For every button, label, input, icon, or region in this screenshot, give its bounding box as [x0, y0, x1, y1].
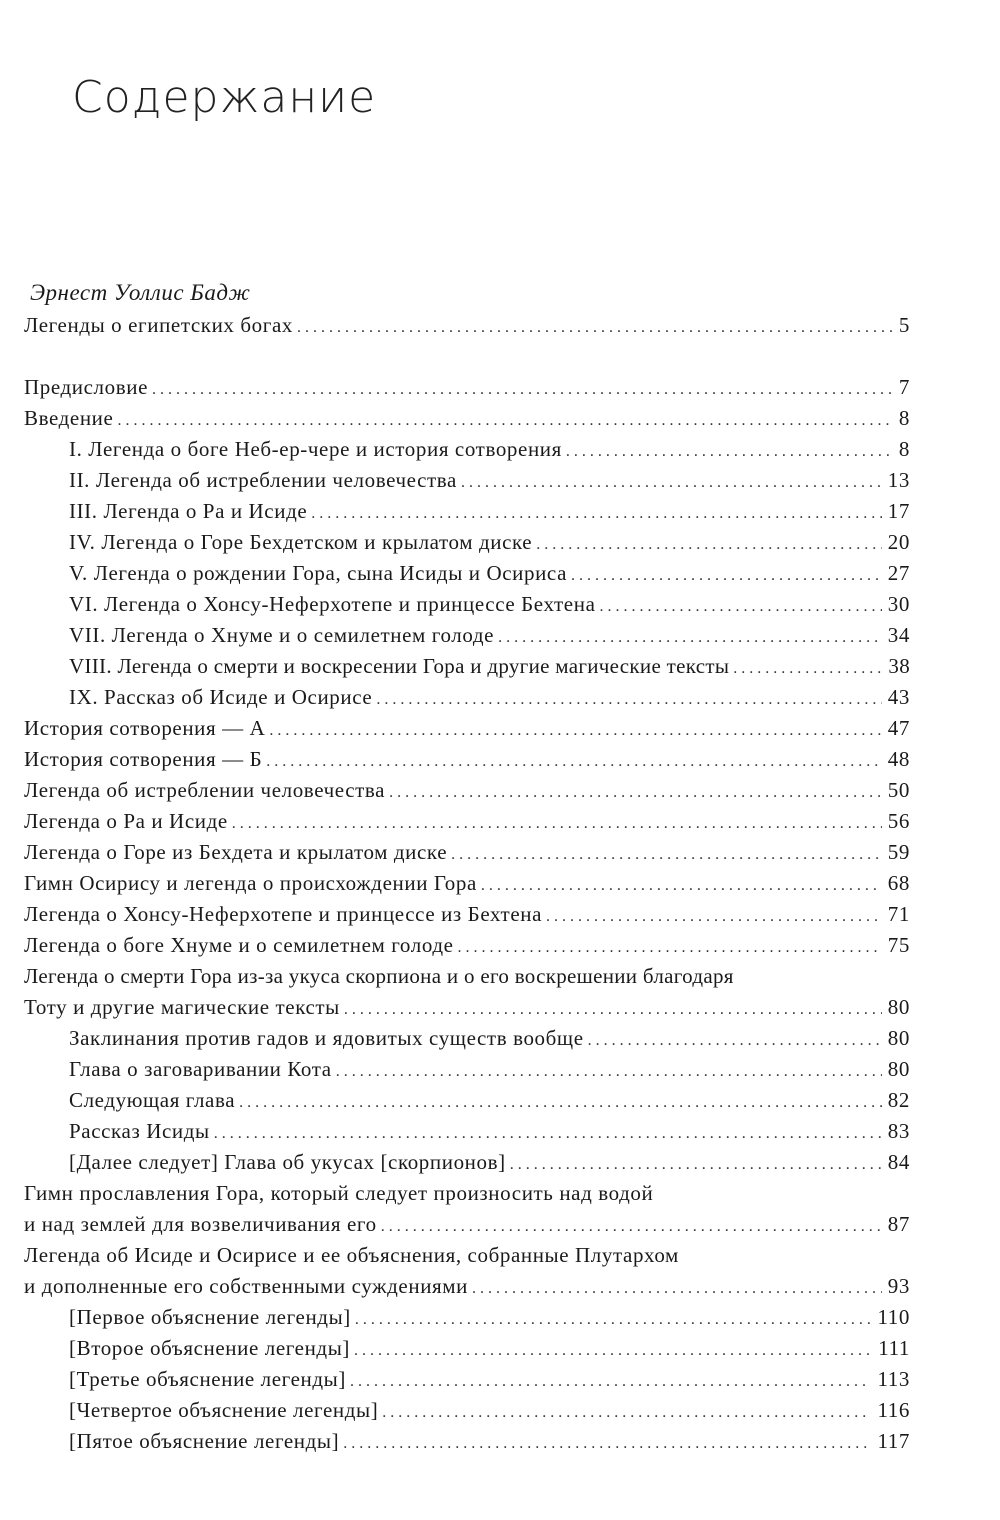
toc-subentry[interactable] — [24, 620, 910, 651]
dot-leader — [336, 1054, 882, 1087]
dot-leader — [458, 930, 882, 963]
toc-entry[interactable] — [24, 775, 910, 806]
toc-page-number: 116 — [877, 1398, 910, 1422]
toc-subentry[interactable] — [24, 496, 910, 527]
dot-leader — [354, 1333, 872, 1366]
toc-entry[interactable] — [24, 372, 910, 403]
dot-leader — [381, 1209, 882, 1242]
toc-page-number: 84 — [887, 1150, 910, 1174]
toc-page-number: 80 — [887, 995, 910, 1019]
toc-page-number: 93 — [887, 1274, 910, 1298]
toc-subentry[interactable] — [24, 1395, 910, 1426]
toc-page-number: 87 — [887, 1212, 910, 1236]
toc-page-number: 38 — [888, 654, 910, 678]
dot-leader — [382, 1395, 871, 1428]
toc-subentry[interactable] — [24, 434, 910, 465]
toc-entry[interactable] — [24, 744, 910, 775]
toc-page-number: 50 — [887, 778, 910, 802]
toc-page-number: 82 — [887, 1088, 910, 1112]
toc-page-number: 34 — [887, 623, 910, 647]
toc-page-number: 59 — [887, 840, 910, 864]
dot-leader — [350, 1364, 872, 1397]
dot-leader — [546, 899, 882, 932]
toc-entry[interactable] — [24, 992, 910, 1023]
toc-entry-text: I. Легенда о боге Неб-ер-чере и история сотворения — [69, 437, 562, 461]
dot-leader — [472, 1271, 882, 1304]
toc-entry-text: VI. Легенда о Хонсу-Неферхотепе и принцессе Бехтена — [69, 592, 596, 616]
toc-page-number: 110 — [877, 1305, 910, 1329]
toc-entry-text: [Третье объяснение легенды] — [69, 1367, 346, 1391]
toc-entry[interactable] — [24, 899, 910, 930]
toc-subentry[interactable] — [24, 1333, 910, 1364]
toc-page-number: 75 — [887, 933, 910, 957]
toc-entry-text: IV. Легенда о Горе Бехдетском и крылатом диске — [69, 530, 533, 554]
toc-subentry[interactable] — [24, 558, 910, 589]
toc-page-number: 7 — [898, 375, 910, 399]
toc-entry-text: [Далее следует] Глава об укусах [скорпионов] — [69, 1150, 506, 1174]
dot-leader — [297, 310, 893, 343]
toc-subentry[interactable] — [24, 1147, 910, 1178]
toc-entry[interactable] — [24, 713, 910, 744]
dot-leader — [566, 434, 893, 467]
toc-entry-text: V. Легенда о рождении Гора, сына Исиды и Осириса — [69, 561, 568, 585]
toc-entry-text: Легенда о Хонсу-Неферхотепе и принцессе из Бехтена — [24, 902, 543, 926]
dot-leader — [536, 527, 882, 560]
toc-page-number: 80 — [887, 1057, 910, 1081]
toc-page-number: 8 — [898, 437, 910, 461]
dot-leader — [588, 1023, 882, 1056]
toc-page-number: 111 — [878, 1336, 910, 1360]
toc-entry-text: История сотворения — А — [24, 716, 266, 740]
toc-entry-text: Легенда о Ра и Исиде — [24, 809, 228, 833]
toc-entry-text: Легенда о Горе из Бехдета и крылатом диске — [24, 840, 448, 864]
toc-subentry[interactable] — [24, 1085, 910, 1116]
toc-entry-text: История сотворения — Б — [24, 747, 263, 771]
dot-leader — [344, 992, 882, 1025]
toc-entry-text: Тоту и другие магические тексты — [24, 995, 340, 1019]
toc-entry-text: Гимн Осирису и легенда о происхождении Гора — [24, 871, 477, 895]
toc-entry-text: Введение — [24, 406, 114, 430]
toc-page-number: 68 — [887, 871, 910, 895]
dot-leader — [481, 868, 882, 901]
toc-subentry[interactable] — [24, 465, 910, 496]
dot-leader — [510, 1147, 882, 1180]
toc-entry-text: IX. Рассказ об Исиде и Осирисе — [69, 685, 373, 709]
dot-leader — [269, 713, 881, 746]
toc-page-number: 83 — [887, 1119, 910, 1143]
toc-entry-text: и над землей для возвеличивания его — [24, 1212, 377, 1236]
toc-entry-text: III. Легенда о Ра и Исиде — [69, 499, 308, 523]
toc-page-number: 71 — [887, 902, 910, 926]
toc-page-number: 30 — [887, 592, 910, 616]
page-title: Содержание — [72, 72, 377, 123]
dot-leader — [232, 806, 882, 839]
toc-subentry[interactable] — [24, 682, 910, 713]
toc-entry-book[interactable] — [24, 310, 910, 341]
dot-leader — [733, 651, 882, 684]
toc-entry-text: Легенда об истреблении человечества — [24, 778, 386, 802]
toc-subentry[interactable] — [24, 1023, 910, 1054]
toc-page-number: 47 — [887, 716, 910, 740]
toc-entry-text: и дополненные его собственными суждениями — [24, 1274, 469, 1298]
toc-entry-text: [Четвертое объяснение легенды] — [69, 1398, 379, 1422]
toc-page-number: 80 — [887, 1026, 910, 1050]
dot-leader — [239, 1085, 882, 1118]
toc-page-number: 117 — [877, 1429, 910, 1453]
dot-leader — [600, 589, 882, 622]
dot-leader — [214, 1116, 882, 1149]
toc-page-number: 13 — [887, 468, 910, 492]
toc-page-number: 43 — [887, 685, 910, 709]
dot-leader — [451, 837, 882, 870]
toc-entry[interactable] — [24, 1209, 910, 1240]
toc-entry-text: Легенда о боге Хнуме и о семилетнем голоде — [24, 933, 454, 957]
toc-entry-text: VII. Легенда о Хнуме и о семилетнем голоде — [69, 623, 495, 647]
toc-page-number: 48 — [887, 747, 910, 771]
table-of-contents — [24, 310, 910, 1457]
toc-entry[interactable] — [24, 403, 910, 434]
dot-leader — [355, 1302, 872, 1335]
toc-entry-text: Заклинания против гадов и ядовитых существ вообще — [69, 1026, 584, 1050]
toc-page-number: 17 — [887, 499, 910, 523]
toc-entry-text: Глава о заговаривании Кота — [69, 1057, 332, 1081]
toc-entry-text: Рассказ Исиды — [69, 1119, 210, 1143]
toc-entry-text: [Второе объяснение легенды] — [69, 1336, 351, 1360]
toc-subentry[interactable] — [24, 1054, 910, 1085]
toc-entry[interactable] — [24, 930, 910, 961]
toc-entry-text: VIII. Легенда о смерти и воскресении Гора и другие магические тексты — [69, 654, 730, 678]
dot-leader — [389, 775, 882, 808]
dot-leader — [311, 496, 882, 529]
toc-entry-text: Предисловие — [24, 375, 149, 399]
toc-entry-text: [Первое объяснение легенды] — [69, 1305, 351, 1329]
toc-entry-first-line[interactable]: Легенда о смерти Гора из-за укуса скорпиона и о его воскрешении благодаря — [24, 964, 734, 988]
toc-entry-first-line[interactable]: Гимн прославления Гора, который следует произносить над водой — [24, 1181, 654, 1205]
dot-leader — [461, 465, 882, 498]
toc-entry-first-line[interactable]: Легенда об Исиде и Осирисе и ее объяснения, собранные Плутархом — [24, 1243, 679, 1267]
toc-subentry[interactable] — [24, 1302, 910, 1333]
dot-leader — [571, 558, 882, 591]
toc-entry-text: Следующая глава — [69, 1088, 236, 1112]
toc-entry[interactable] — [24, 1271, 910, 1302]
dot-leader — [117, 403, 892, 436]
toc-subentry[interactable] — [24, 651, 910, 682]
toc-subentry[interactable] — [24, 527, 910, 558]
toc-page-number: 56 — [887, 809, 910, 833]
toc-entry-text: II. Легенда об истреблении человечества — [69, 468, 457, 492]
toc-subentry[interactable] — [24, 1364, 910, 1395]
dot-leader — [376, 682, 881, 715]
dot-leader — [498, 620, 882, 653]
toc-entry-text: [Пятое объяснение легенды] — [69, 1429, 340, 1453]
toc-subentry[interactable] — [24, 589, 910, 620]
author-name: Эрнест Уоллис Бадж — [30, 280, 251, 305]
toc-page-number: 5 — [898, 313, 910, 337]
dot-leader — [152, 372, 893, 405]
toc-subentry[interactable] — [24, 1426, 910, 1457]
dot-leader — [266, 744, 882, 777]
toc-page-number: 113 — [877, 1367, 910, 1391]
toc-entry-text: Легенды о египетских богах — [24, 313, 294, 337]
toc-subentry[interactable] — [24, 1116, 910, 1147]
toc-page-number: 20 — [887, 530, 910, 554]
toc-page-number: 27 — [887, 561, 910, 585]
toc-entry[interactable] — [24, 837, 910, 868]
toc-entry[interactable] — [24, 868, 910, 899]
toc-entry[interactable] — [24, 806, 910, 837]
dot-leader — [343, 1426, 871, 1459]
toc-page-number: 8 — [898, 406, 910, 430]
